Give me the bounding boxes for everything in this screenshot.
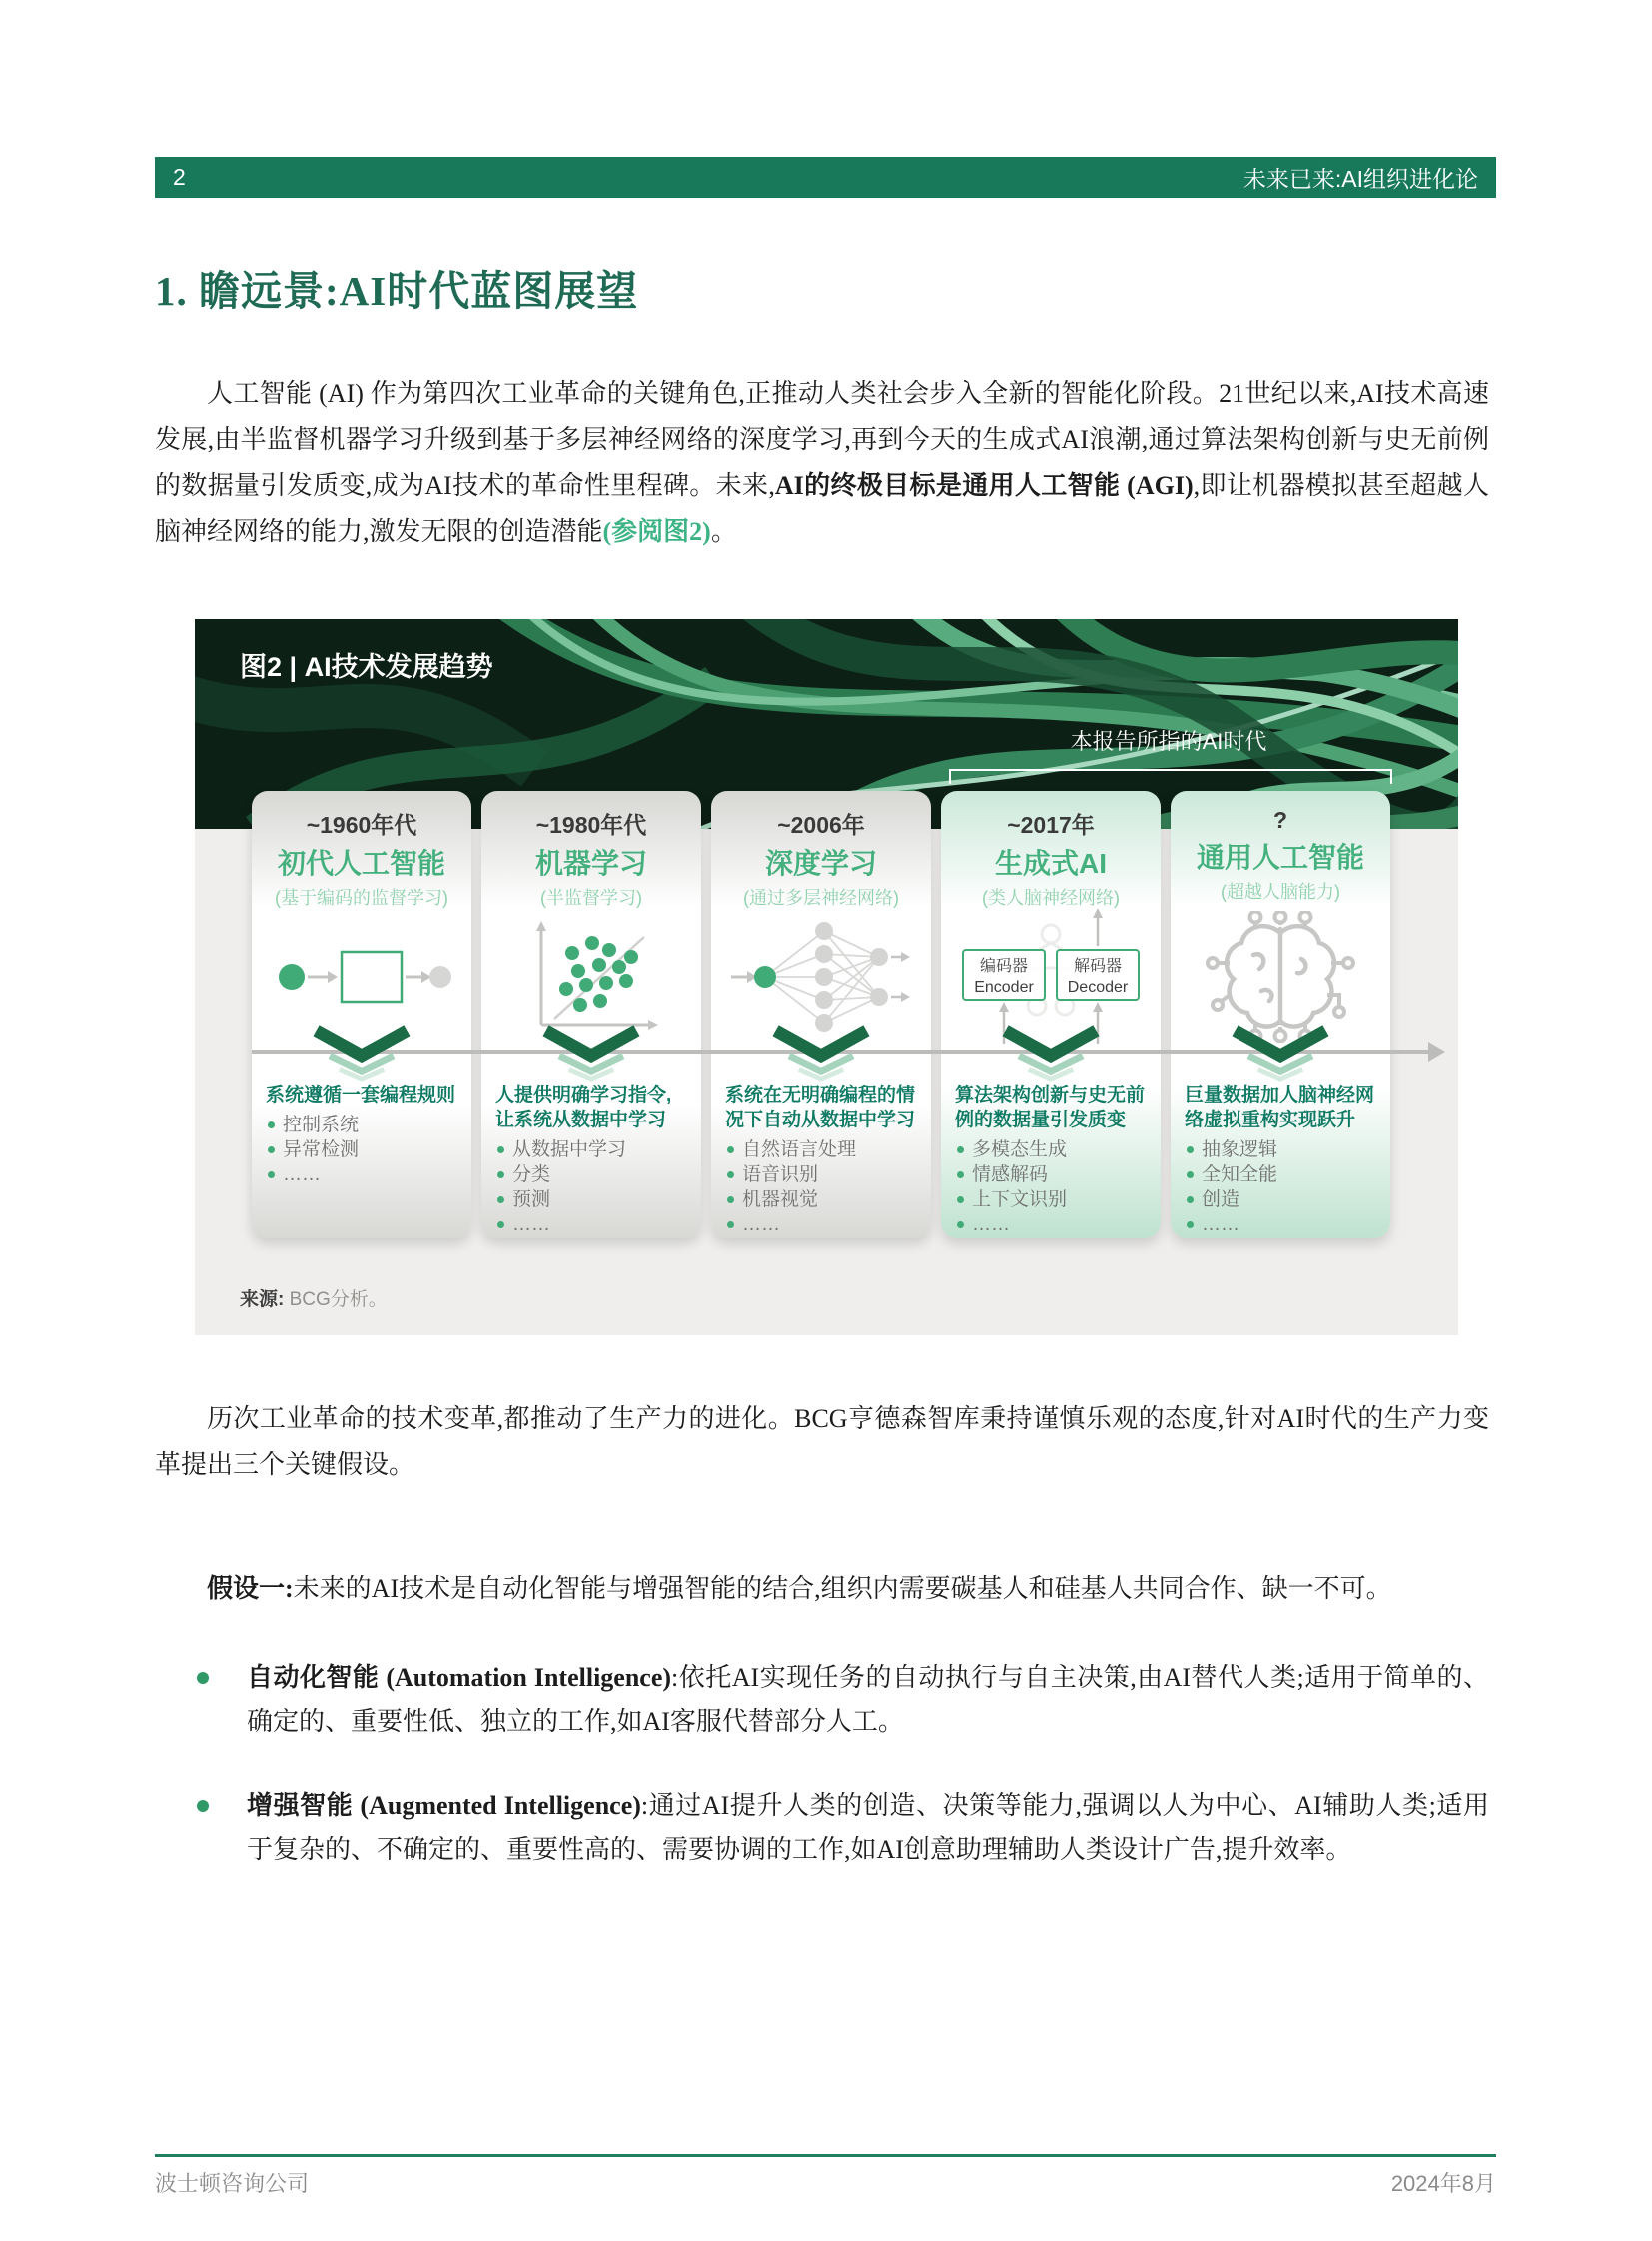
encoder-label-en: Encoder	[974, 979, 1034, 996]
card-era: ~2017年	[1007, 812, 1095, 838]
card-text-block	[481, 1083, 701, 1237]
card-bullet: 异常检测	[266, 1137, 457, 1162]
figure-source	[240, 1284, 388, 1311]
list-item	[155, 1656, 1489, 1744]
card-heading: 算法架构创新与史无前例的数据量引发质变	[955, 1085, 1146, 1130]
hypothesis-paragraph	[155, 1566, 1489, 1612]
card-text-block	[1171, 1083, 1390, 1237]
card-title: 深度学习	[764, 848, 877, 879]
footer-divider	[155, 2154, 1496, 2157]
card-text-block	[711, 1083, 931, 1237]
chevron-down-icon	[1226, 1025, 1335, 1083]
card-title: 初代人工智能	[277, 848, 445, 879]
term-definition: :通过AI提升人类的创造、决策等能力,强调以人为中心、AI辅助人类;适用于复杂的、不确定的、重要性高的、需要协调的工作,如AI创意助理辅助人类设计广告,提升效率。	[247, 1791, 1489, 1864]
stage-card-agi	[1171, 791, 1390, 1238]
card-title: 机器学习	[534, 848, 647, 879]
section-title: 1. 瞻远景:AI时代蓝图展望	[155, 268, 639, 314]
card-bullet: 语音识别	[725, 1162, 917, 1187]
intro-text-2: ,即让机器模拟甚至超越人脑神经网络的能力,激发无限的创造潜能	[155, 471, 1489, 546]
decoder-label-en: Decoder	[1067, 979, 1129, 996]
card-bullet: 从数据中学习	[495, 1137, 687, 1162]
card-text-block	[941, 1083, 1161, 1237]
report-title: 未来已来:AI组织进化论	[1242, 166, 1478, 192]
term-label: 自动化智能 (Automation Intelligence)	[247, 1663, 672, 1692]
card-heading: 系统在无明确编程的情况下自动从数据中学习	[725, 1085, 916, 1130]
chevron-down-icon	[536, 1025, 646, 1083]
card-subtitle: (基于编码的监督学习)	[275, 888, 448, 908]
intro-bold-text: AI的终极目标是通用人工智能 (AGI)	[774, 471, 1194, 500]
page-footer	[155, 2167, 1496, 2198]
stage-card-machine-learning	[481, 791, 701, 1238]
card-header	[481, 791, 701, 908]
card-subtitle: (通过多层神经网络)	[743, 888, 899, 908]
card-bullet: 创造	[1185, 1187, 1376, 1212]
card-heading: 系统遵循一套编程规则	[266, 1085, 456, 1106]
source-label: 来源:	[240, 1289, 285, 1310]
card-bullet: ……	[955, 1212, 1147, 1237]
source-text: BCG分析。	[289, 1289, 388, 1310]
card-bullet: 多模态生成	[955, 1137, 1147, 1162]
definition-list	[155, 1656, 1489, 1871]
card-bullet: 上下文识别	[955, 1187, 1147, 1212]
decoder-label-zh: 解码器	[1073, 958, 1123, 975]
card-header	[252, 791, 471, 908]
card-era: ~1960年代	[306, 812, 417, 838]
intro-paragraph	[155, 372, 1489, 555]
term-definition: :依托AI实现任务的自动执行与自主决策,由AI替代人类;适用于简单的、确定的、重要性低、独立的工作,如AI客服代替部分人工。	[247, 1663, 1489, 1736]
card-bullet: 情感解码	[955, 1162, 1147, 1187]
stage-card-deep-learning	[711, 791, 931, 1238]
chevron-down-icon	[766, 1025, 876, 1083]
bullet-dot-icon	[197, 1800, 209, 1812]
card-subtitle: (半监督学习)	[540, 888, 642, 908]
encoder-label-zh: 编码器	[979, 958, 1029, 975]
card-bullet: 全知全能	[1185, 1162, 1376, 1187]
footer-company: 波士顿咨询公司	[155, 2171, 310, 2196]
card-bullet-list	[725, 1137, 917, 1237]
stage-card-early-ai	[252, 791, 471, 1238]
card-header	[941, 791, 1161, 908]
card-subtitle: (类人脑神经网络)	[982, 888, 1120, 908]
card-bullet: ……	[495, 1212, 687, 1237]
card-bullet: 自然语言处理	[725, 1137, 917, 1162]
term-label: 增强智能 (Augmented Intelligence)	[247, 1791, 641, 1820]
card-subtitle: (超越人脑能力)	[1221, 882, 1340, 902]
card-bullet: 抽象逻辑	[1185, 1137, 1376, 1162]
card-heading: 巨量数据加人脑神经网络虚拟重构实现跃升	[1185, 1085, 1375, 1130]
card-bullet-list	[495, 1137, 687, 1237]
card-bullet: 分类	[495, 1162, 687, 1187]
card-title: 通用人工智能	[1196, 842, 1364, 873]
card-bullet: 机器视觉	[725, 1187, 917, 1212]
card-bullet-list	[955, 1137, 1147, 1237]
body-paragraph: 历次工业革命的技术变革,都推动了生产力的进化。BCG亨德森智库秉持谨慎乐观的态度,针对AI时代的生产力变革提出三个关键假设。	[155, 1404, 1489, 1479]
ai-era-bracket	[949, 769, 1392, 784]
card-text-block	[252, 1083, 471, 1187]
hypothesis-text: 未来的AI技术是自动化智能与增强智能的结合,组织内需要碳基人和硅基人共同合作、缺一不可。	[293, 1574, 1392, 1603]
card-era: ~2006年	[777, 812, 865, 838]
figure-label: 图2 | AI技术发展趋势	[240, 652, 493, 682]
card-bullet-list	[266, 1113, 457, 1187]
hypothesis-label: 假设一:	[207, 1574, 294, 1603]
list-item	[155, 1784, 1489, 1871]
page-number: 2	[173, 164, 186, 190]
footer-date: 2024年8月	[1390, 2171, 1496, 2196]
page-header-bar	[155, 157, 1496, 198]
chevron-down-icon	[996, 1025, 1106, 1083]
ai-era-note: 本报告所指的AI时代	[1070, 729, 1267, 754]
card-era: ?	[1272, 807, 1288, 833]
figure-reference-link[interactable]: (参阅图2)	[602, 517, 711, 546]
stage-cards-row	[252, 791, 1390, 1238]
card-bullet: ……	[266, 1162, 457, 1187]
card-bullet: 控制系统	[266, 1113, 457, 1137]
card-bullet-list	[1185, 1137, 1376, 1237]
card-bullet: ……	[725, 1212, 917, 1237]
card-title: 生成式AI	[994, 848, 1107, 879]
figure-2	[195, 619, 1458, 1335]
chevron-down-icon	[307, 1025, 416, 1083]
card-era: ~1980年代	[535, 812, 647, 838]
intro-text-3: 。	[710, 517, 737, 546]
card-header	[711, 791, 931, 908]
card-bullet: 预测	[495, 1187, 687, 1212]
bullet-dot-icon	[197, 1672, 209, 1684]
card-header	[1171, 791, 1390, 903]
intro-text: 人工智能 (AI) 作为第四次工业革命的关键角色,正推动人类社会步入全新的智能化阶段。21世纪以来,AI技术高速发展,由半监督机器学习升级到基于多层神经网络的深度学习,再到今天的生成式AI浪潮,通过算法架构创新与史无前例的数据量引发质变,成为AI技术的革命性里程碑。未来,	[155, 379, 1489, 500]
stage-card-generative-ai	[941, 791, 1161, 1238]
card-bullet: ……	[1185, 1212, 1376, 1237]
card-heading: 人提供明确学习指令,让系统从数据中学习	[495, 1085, 672, 1130]
